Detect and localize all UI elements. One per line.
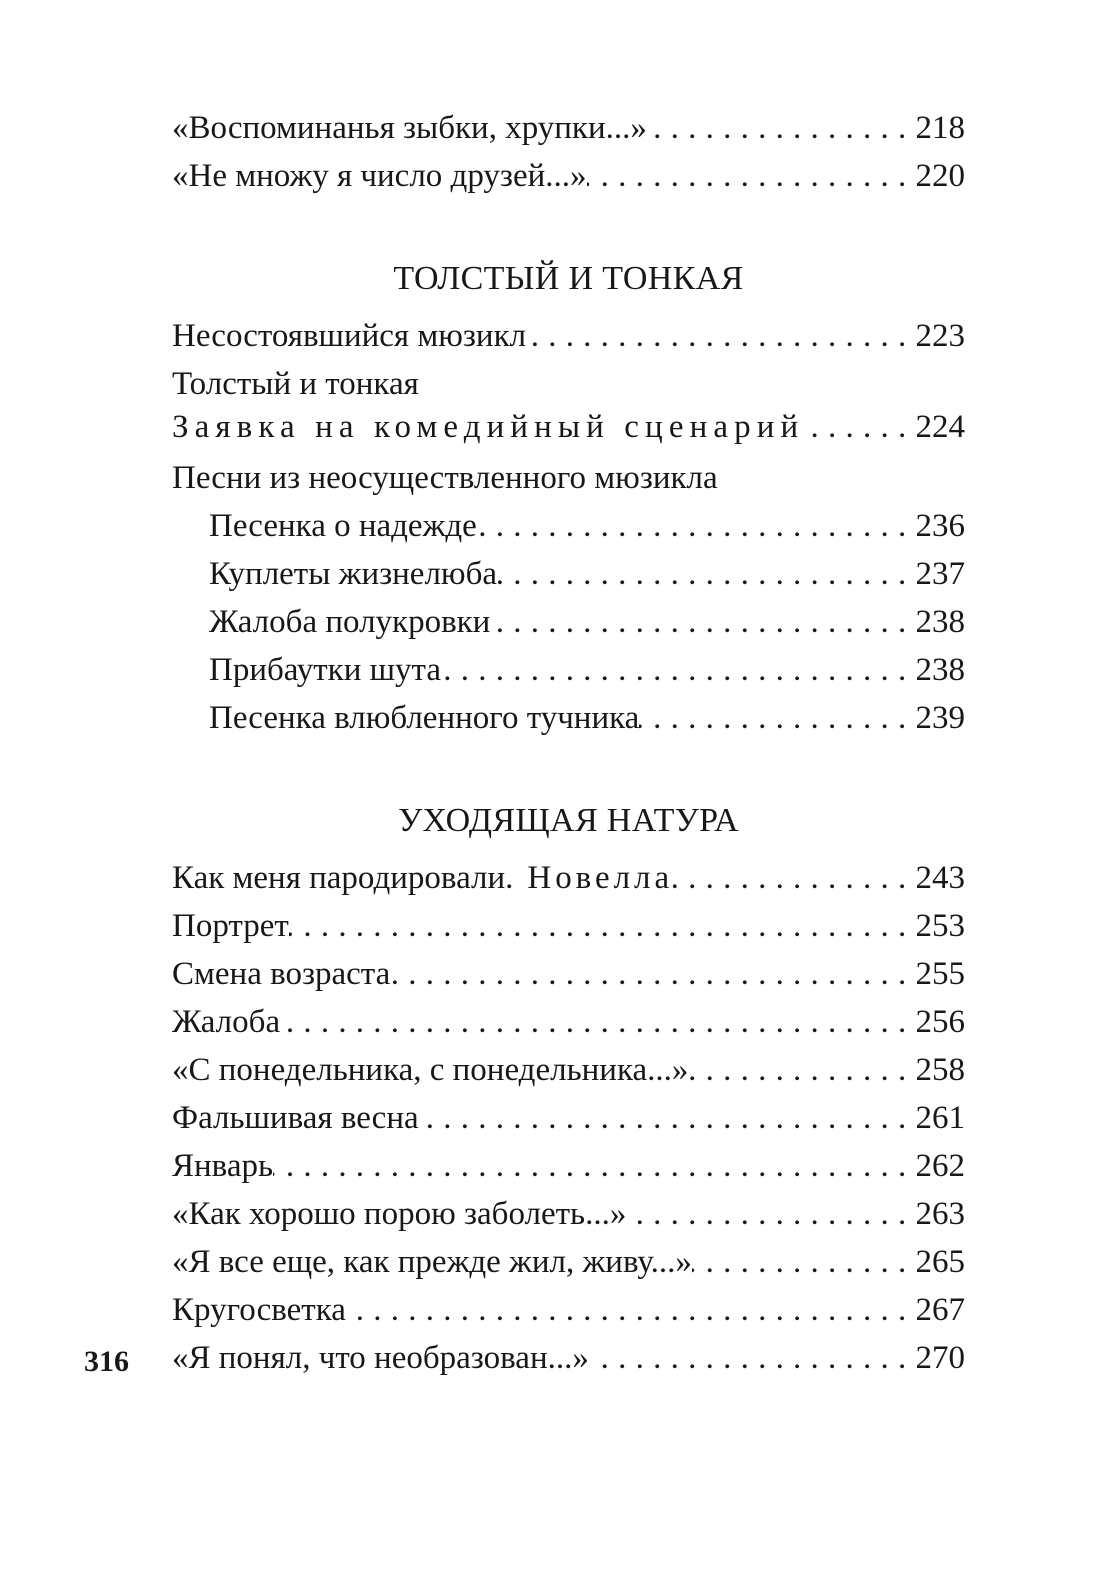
entry-page-number: 256	[915, 1004, 965, 1040]
entry-title: Заявка на комедийный сценарий	[172, 409, 805, 445]
toc-entry	[172, 550, 965, 598]
toc-entry	[172, 950, 965, 998]
entry-page-number: 236	[915, 508, 965, 544]
entry-title: «Как хорошо порою заболеть...»	[172, 1196, 627, 1232]
entry-page-number: 267	[915, 1292, 965, 1328]
toc-entry	[172, 312, 965, 360]
toc-entry	[172, 360, 965, 408]
entry-title: «Воспоминанья зыбки, хрупки...»	[172, 110, 647, 146]
toc-entry	[172, 854, 965, 902]
dot-leader	[441, 646, 916, 694]
dot-leader	[647, 104, 916, 152]
section-heading: ТОЛСТЫЙ И ТОНКАЯ	[393, 260, 744, 297]
entry-title: Кругосветка	[172, 1292, 346, 1328]
toc-entry	[172, 454, 965, 502]
entry-title: «С понедельника, с понедельника...»	[172, 1052, 689, 1088]
dot-leader	[289, 902, 916, 950]
dot-leader	[477, 502, 916, 550]
dot-leader	[390, 950, 915, 998]
toc-entry	[172, 1238, 965, 1286]
entry-title: «Не множу я число друзей...»	[172, 158, 587, 194]
dot-leader	[280, 998, 915, 1046]
dot-leader	[497, 550, 915, 598]
entry-title: Жалоба полукровки	[209, 604, 491, 640]
entry-page-number: 261	[915, 1100, 965, 1136]
dot-leader	[688, 1046, 915, 1094]
entry-title: Прибаутки шута	[209, 652, 441, 688]
toc-entry	[172, 1046, 965, 1094]
dot-leader	[626, 1190, 915, 1238]
toc-entry	[172, 1286, 965, 1334]
toc-entry	[172, 1334, 965, 1382]
toc-entry	[172, 104, 965, 152]
entry-title: Январь	[172, 1148, 274, 1184]
entry-title: Куплеты жизнелюба	[209, 556, 498, 592]
entry-title: Песни из неосуществленного мюзикла	[172, 460, 718, 496]
dot-leader	[490, 598, 915, 646]
entry-page-number: 237	[915, 556, 965, 592]
entry-page-number: 258	[915, 1052, 965, 1088]
table-of-contents	[172, 104, 965, 1382]
entry-title: Портрет	[172, 908, 289, 944]
entry-title: Песенка о надежде	[209, 508, 477, 544]
entry-page-number: 238	[915, 604, 965, 640]
toc-entry	[172, 1142, 965, 1190]
entry-page-number: 253	[915, 908, 965, 944]
entry-page-number: 270	[915, 1340, 965, 1376]
toc-entry	[172, 694, 965, 742]
entry-page-number: 223	[915, 318, 965, 354]
toc-entry	[172, 502, 965, 550]
entry-page-number: 265	[915, 1244, 965, 1280]
entry-page-number: 224	[915, 409, 965, 445]
entry-page-number: 220	[915, 158, 965, 194]
entry-title: Несостоявшийся мюзикл	[172, 318, 527, 354]
dot-leader	[587, 152, 916, 200]
entry-title-suffix: Новелла	[527, 860, 674, 896]
dot-leader	[419, 1094, 916, 1142]
dot-leader	[673, 854, 915, 902]
toc-entry	[172, 152, 965, 200]
dot-leader	[804, 408, 915, 446]
dot-leader	[346, 1286, 916, 1334]
dot-leader	[273, 1142, 915, 1190]
entry-title: Жалоба	[172, 1004, 281, 1040]
entry-page-number: 255	[915, 956, 965, 992]
entry-title: Смена возраста	[172, 956, 391, 992]
entry-title: Песенка влюбленного тучника	[209, 700, 640, 736]
toc-entry	[172, 998, 965, 1046]
entry-page-number: 263	[915, 1196, 965, 1232]
section-heading: УХОДЯЩАЯ НАТУРА	[398, 802, 739, 839]
entry-title: «Я все еще, как прежде жил, живу...»	[172, 1244, 692, 1280]
toc-entry	[172, 902, 965, 950]
dot-leader	[639, 694, 915, 742]
dot-leader	[526, 312, 915, 360]
entry-title: «Я понял, что необразован...»	[172, 1340, 589, 1376]
toc-entry	[172, 598, 965, 646]
entry-title: Фальшивая весна	[172, 1100, 419, 1136]
dot-leader	[589, 1334, 916, 1382]
dot-leader	[692, 1238, 916, 1286]
entry-page-number: 238	[915, 652, 965, 688]
entry-page-number: 218	[915, 110, 965, 146]
toc-entry	[172, 408, 965, 446]
toc-entry	[172, 1094, 965, 1142]
entry-page-number: 243	[915, 860, 965, 896]
toc-entry	[172, 646, 965, 694]
entry-title: Как меня пародировали.	[172, 860, 514, 896]
entry-title: Толстый и тонкая	[172, 366, 419, 402]
toc-entry	[172, 1190, 965, 1238]
folio-page-number: 316	[84, 1345, 129, 1378]
entry-page-number: 239	[915, 700, 965, 736]
entry-page-number: 262	[915, 1148, 965, 1184]
